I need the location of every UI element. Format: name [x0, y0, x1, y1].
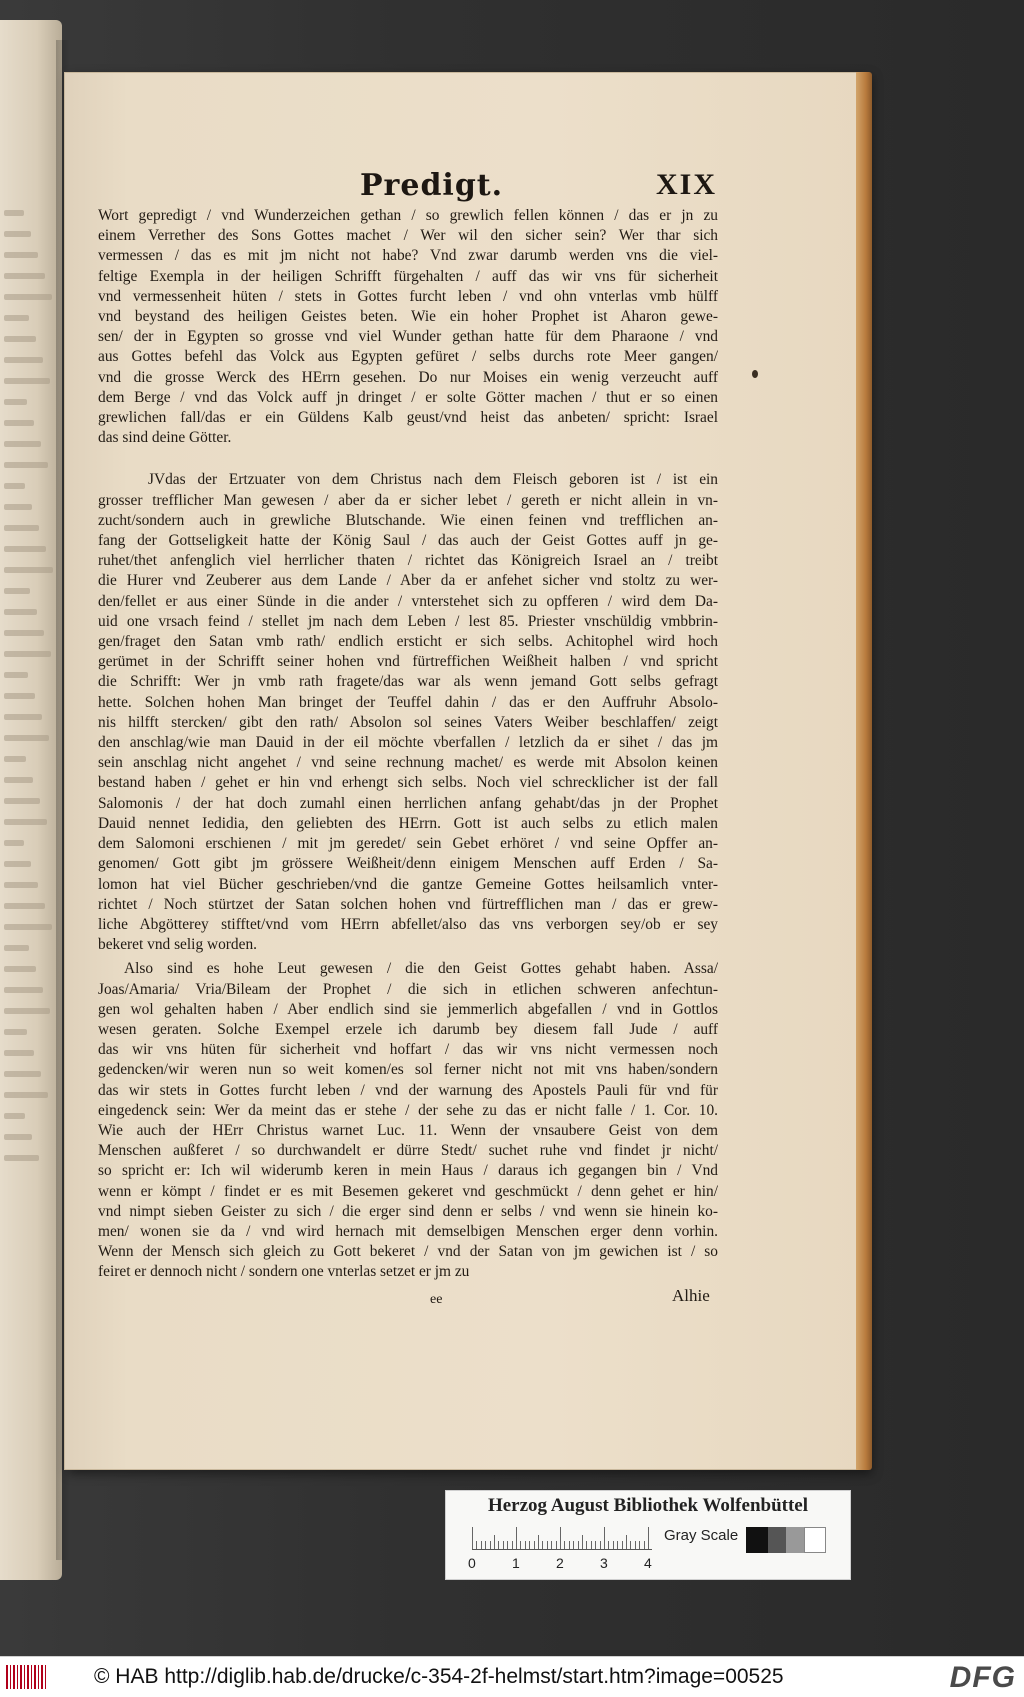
text-line: lomon hat viel Bücher geschrieben/vnd die gantze Gemeine Gottes heilsamlich vnter- [98, 875, 718, 893]
bleed-through-mark [4, 756, 26, 762]
bleed-through-mark [4, 588, 30, 594]
bleed-through-mark [4, 462, 48, 468]
ruler-tick [498, 1541, 499, 1549]
ink-spot [752, 370, 758, 378]
text-line: vnd die grosse Werck des HErrn gesehen. Do nur Moises ein wenig verzeucht auff [98, 368, 718, 386]
ruler-tick [635, 1541, 636, 1549]
ruler-tick [556, 1541, 557, 1549]
ruler-tick [608, 1541, 609, 1549]
text-line: das sind deine Götter. [98, 429, 232, 447]
hab-logo-icon [6, 1665, 46, 1689]
ruler-tick [490, 1541, 491, 1549]
ruler-tick [520, 1541, 521, 1549]
text-line: wesen geraten. Solche Exempel erzele ich darumb bey diesem fall Jude / auff [98, 1020, 718, 1038]
text-line: vnd vermessenheit hüten / stets in Gottes furcht leben / vnd ohn vnterlas vmb hülff [98, 287, 718, 305]
text-line: fang der Gottseligkeit hatte der König Saul / das auch der Geist Gottes auff jn ge- [98, 532, 718, 550]
text-line: Joas/Amaria/ Vria/Bileam der Prophet / die sich in etlichen schweren anfechtun- [98, 980, 718, 998]
text-line: eingedenck sein: Wer da meint das er stehe / der sehe zu das er nicht falle / 1. Cor. 10. [98, 1101, 718, 1119]
ruler-tick [534, 1541, 535, 1549]
ruler-tick [600, 1541, 601, 1549]
bleed-through-mark [4, 357, 43, 363]
bleed-through-mark [4, 483, 25, 489]
footer-source-link[interactable]: © HAB http://diglib.hab.de/drucke/c-354-2f-helmst/start.htm?image=00525 [94, 1665, 784, 1688]
text-line: Dauid nennet Iedidia, den geliebten des HErrn. Gott ist auch selbs zu etlich malen [98, 814, 718, 832]
bleed-through-mark [4, 567, 53, 573]
text-line: gedencken/wir weren nun so weit komen/es sol ferner nicht not mit vns haben/sondern [98, 1061, 718, 1079]
text-line: men/ wonen sie da / vnd wird hernach mit demselbigen Menschen erger denn vorhin. [98, 1222, 718, 1240]
footer-bar [0, 1656, 1024, 1697]
bleed-through-mark [4, 735, 49, 741]
bleed-through-mark [4, 315, 29, 321]
ruler-tick [578, 1541, 579, 1549]
ruler-tick [485, 1541, 486, 1549]
ruler-tick [591, 1541, 592, 1549]
ruler-tick [538, 1535, 539, 1549]
text-line: sen/ der in Egypten so grosse vnd viel Wunder gethan hatte für dem Pharaone / vnd [98, 328, 718, 346]
text-line: Wort gepredigt / vnd Wunderzeichen gethan / so grewlich fellen können / das er jn zu [98, 207, 718, 224]
bleed-through-mark [4, 441, 41, 447]
catchword: Alhie [672, 1286, 710, 1305]
text-line: so spricht er: Ich wil widerumb keren in mein Haus / daraus ich gegangen bin / Vnd [98, 1162, 718, 1180]
ruler-tick [626, 1535, 627, 1549]
bleed-through-mark [4, 504, 32, 510]
text-line: vnd beystand des heiligen Geistes beten. Wie ein hoher Prophet ist Aharon gewe- [98, 308, 718, 326]
ruler-tick [573, 1541, 574, 1549]
bleed-through-mark [4, 336, 36, 342]
gray-swatch-mid [786, 1527, 804, 1553]
text-line: gen/fraget den Satan vmb rath/ endlich ersticht er sich selbs. Achitophel wird hoch [98, 633, 718, 651]
text-line: die Hurer vnd Zeuberer aus dem Lande / Aber da er anfehet sicher vnd stoltz zu wer- [98, 572, 718, 590]
folio-number: XIX [656, 168, 718, 201]
text-line: JVdas der Ertzuater von dem Christus nach dem Fleisch geboren ist / ist ein [148, 471, 718, 489]
text-line: feltige Exempla in der heiligen Schrifft fürgehalten / auff das wir vns für sicherheit [98, 267, 718, 285]
ruler-tick [503, 1541, 504, 1549]
bleed-through-mark [4, 420, 34, 426]
bleed-through-mark [4, 924, 52, 930]
ruler-tick [622, 1541, 623, 1549]
text-line: feiret er dennoch nicht / sondern one vnterlas setzet er jm zu [98, 1263, 470, 1281]
bleed-through-mark [4, 1113, 25, 1119]
bleed-through-mark [4, 714, 42, 720]
ruler-tick [472, 1527, 473, 1549]
bleed-through-mark [4, 1050, 34, 1056]
ruler-tick [569, 1541, 570, 1549]
bleed-through-mark [4, 840, 24, 846]
bleed-through-mark [4, 252, 38, 258]
bleed-through-mark [4, 1071, 41, 1077]
text-line: sein anschlag nicht angehet / vnd seine rechnung machet/ es werde mit Absolon keinen [98, 754, 718, 772]
body-text [98, 206, 718, 1283]
color-card-title: Herzog August Bibliothek Wolfenbüttel [487, 1495, 809, 1516]
dfg-logo: DFG [949, 1661, 1016, 1694]
text-line: das wir stets in Gottes furcht leben / vnd der warnung des Apostels Pauli für vnd für [98, 1081, 718, 1099]
bleed-through-mark [4, 525, 39, 531]
bleed-through-mark [4, 798, 40, 804]
text-line: zucht/sondern auch in grewliche Blutschande. Wie einen feinen vnd trefflichen an- [98, 511, 718, 529]
gray-swatch-dark [768, 1527, 786, 1553]
ruler-tick [564, 1541, 565, 1549]
bleed-through-mark [4, 609, 37, 615]
bleed-through-mark [4, 651, 51, 657]
ruler-tick [476, 1541, 477, 1549]
bleed-through-mark [4, 1092, 48, 1098]
ruler-tick [494, 1535, 495, 1549]
ruler-tick [648, 1527, 649, 1549]
ruler-number: 2 [556, 1555, 564, 1571]
text-line: die Schrifft: Wer jn vmb rath fragete/das war als wenn jemand Gott selbs gefragt [98, 673, 718, 691]
text-line: wenn er kömpt / findet er es mit Besemen gekeret vnd geschmückt / denn gehet er hin/ [98, 1182, 718, 1200]
bleed-through-mark [4, 882, 38, 888]
signature-mark: ee [430, 1292, 443, 1307]
ruler-tick [551, 1541, 552, 1549]
text-line: genomen/ Gott gibt jm grössere Weißheit/denn einigem Menschen auff Erden / Sa- [98, 855, 718, 873]
bleed-through-mark [4, 945, 29, 951]
text-line: den anschlag/wie man Dauid in der eil möchte vberfallen / letzlich da er sihet / das jm [98, 734, 718, 752]
text-line: Wenn der Mensch sich gleich zu Gott bekeret / vnd der Satan von jm gewichen ist / so [98, 1243, 718, 1261]
ruler-tick [604, 1527, 605, 1549]
text-line: Salomonis / der hat doch zumahl einen herrlichen anfang gehabt/das jn der Prophet [98, 794, 718, 812]
bleed-through-mark [4, 546, 46, 552]
ruler-number: 1 [512, 1555, 520, 1571]
ruler-tick [525, 1541, 526, 1549]
text-line: ruhet/thet anfenglich viel herrlicher thaten / richtet das Königreich Israel an / treibt [98, 552, 718, 570]
text-line: Menschen außferet / so durchwandelt er dürre Stedt/ suchet ruhe vnd findet jr nicht/ [98, 1142, 718, 1160]
ruler-number: 3 [600, 1555, 608, 1571]
ruler-tick [644, 1541, 645, 1549]
text-line: dem Berge / vnd das Volck auff jn dringet / er solte Götter machen / thut er so einen [98, 388, 718, 406]
bleed-through-mark [4, 273, 45, 279]
ruler-tick [595, 1541, 596, 1549]
bleed-through-mark [4, 1134, 32, 1140]
text-line: bestand haben / gehet er hin vnd erhengt sich selbs. Noch viel schrecklicher ist der fall [98, 774, 718, 792]
ruler-tick [586, 1541, 587, 1549]
bleed-through-mark [4, 693, 35, 699]
text-line: Also sind es hohe Leut gewesen / die den Geist Gottes gehabt haben. Assa/ [124, 960, 718, 978]
text-line: vermessen / das es mit jm nicht not habe? Vnd zwar darumb werden vns die viel- [98, 247, 718, 265]
text-line: grewlichen fall/das er ein Güldens Kalb geust/vnd heist das anbeten/ spricht: Israel [98, 409, 718, 427]
ruler-tick [516, 1527, 517, 1549]
gray-swatch-white [804, 1527, 826, 1553]
bleed-through-mark [4, 672, 28, 678]
bleed-through-mark [4, 294, 52, 300]
ruler-tick [542, 1541, 543, 1549]
text-line: das wir vns hüten für sicherheit vnd hoffart / das wir vns nicht vermessen noch [98, 1041, 718, 1059]
ruler-tick [512, 1541, 513, 1549]
text-line: uid one vrsach feind / stellet jm nach dem Leben / lest 85. Priester vnschüldig vmbbrin- [98, 612, 718, 630]
text-line: gen wol gehalten haben / Aber endlich sind sie jemmerlich abgefallen / vnd in Gottlos [98, 1000, 718, 1018]
bleed-through-mark [4, 987, 43, 993]
bleed-through-mark [4, 777, 33, 783]
color-card [445, 1490, 851, 1580]
ruler-tick [507, 1541, 508, 1549]
ruler-tick [560, 1527, 561, 1549]
bleed-through-mark [4, 819, 47, 825]
text-line: gerümet in der Schrifft seiner hohen vnd fürtreffichen Weißheit halben / vnd spricht [98, 653, 718, 671]
bleed-through-mark [4, 1155, 39, 1161]
bleed-through-mark [4, 210, 24, 216]
bleed-through-mark [4, 399, 27, 405]
text-line: Wie auch der HErr Christus warnet Luc. 11. Wenn der vnsaubere Geist von dem [98, 1121, 718, 1139]
ruler-tick [630, 1541, 631, 1549]
text-line: bekeret vnd selig worden. [98, 936, 257, 954]
text-line: vnd nimpt sieben Geister zu sich / die erger sind denn er selbs / vnd wenn sie hinein ko- [98, 1202, 718, 1220]
text-line: den/fellet er aus einer Sünde in die ander / vnterstehet sich zu opfferen / wird dem Da- [98, 592, 718, 610]
ruler-tick [639, 1541, 640, 1549]
ruler-tick [613, 1541, 614, 1549]
bleed-through-mark [4, 966, 36, 972]
bleed-through-mark [4, 630, 44, 636]
text-line: liche Abgötterey stifftet/vnd vom HErrn abfellet/also das vns verborgen sey/ob er sey [98, 915, 718, 933]
ruler-tick [529, 1541, 530, 1549]
scale-ruler [472, 1525, 652, 1550]
bleed-through-mark [4, 378, 50, 384]
ruler-tick [582, 1535, 583, 1549]
gray-swatch-black [746, 1527, 768, 1553]
bleed-through-mark [4, 231, 31, 237]
bleed-through-mark [4, 1008, 50, 1014]
ruler-tick [547, 1541, 548, 1549]
ruler-tick [617, 1541, 618, 1549]
text-line: grosser trefflicher Man gewesen / aber da er sicher lebet / gereth er nicht allein in vn- [98, 491, 718, 509]
text-line: richtet / Noch stürtzet der Satan solchen hohen vnd fürtrefflichen man / das er grew- [98, 895, 718, 913]
ruler-number: 0 [468, 1555, 476, 1571]
bleed-through-mark [4, 1029, 27, 1035]
ruler-tick [481, 1541, 482, 1549]
bleed-through-mark [4, 861, 31, 867]
previous-page-edge [0, 20, 62, 1580]
text-line: nis hilfft stercken/ gibt den rath/ Absolon sol seines Vaters Weiber beschlaffen/ zeigt [98, 713, 718, 731]
text-line: dem Salomoni erschienen / mit jm geredet/ sein Gebet erhöret / vnd seine Opffer an- [98, 835, 718, 853]
text-line: einem Verrether des Sons Gottes machet / Wer wil den sicher sein? Wer thar sich [98, 227, 718, 245]
text-line: aus Gottes befehl das Volck aus Egypten gefüret / selbs durchs rote Meer gangen/ [98, 348, 718, 366]
ruler-number: 4 [644, 1555, 652, 1571]
gray-scale-label: Gray Scale [664, 1527, 739, 1544]
page-edge [856, 72, 872, 1470]
page-running-title: Predigt. [360, 168, 504, 203]
bleed-through-mark [4, 903, 45, 909]
text-line: hette. Solchen hohen Man bringet der Teuffel dahin / das er den Auffruhr Absolo- [98, 693, 718, 711]
